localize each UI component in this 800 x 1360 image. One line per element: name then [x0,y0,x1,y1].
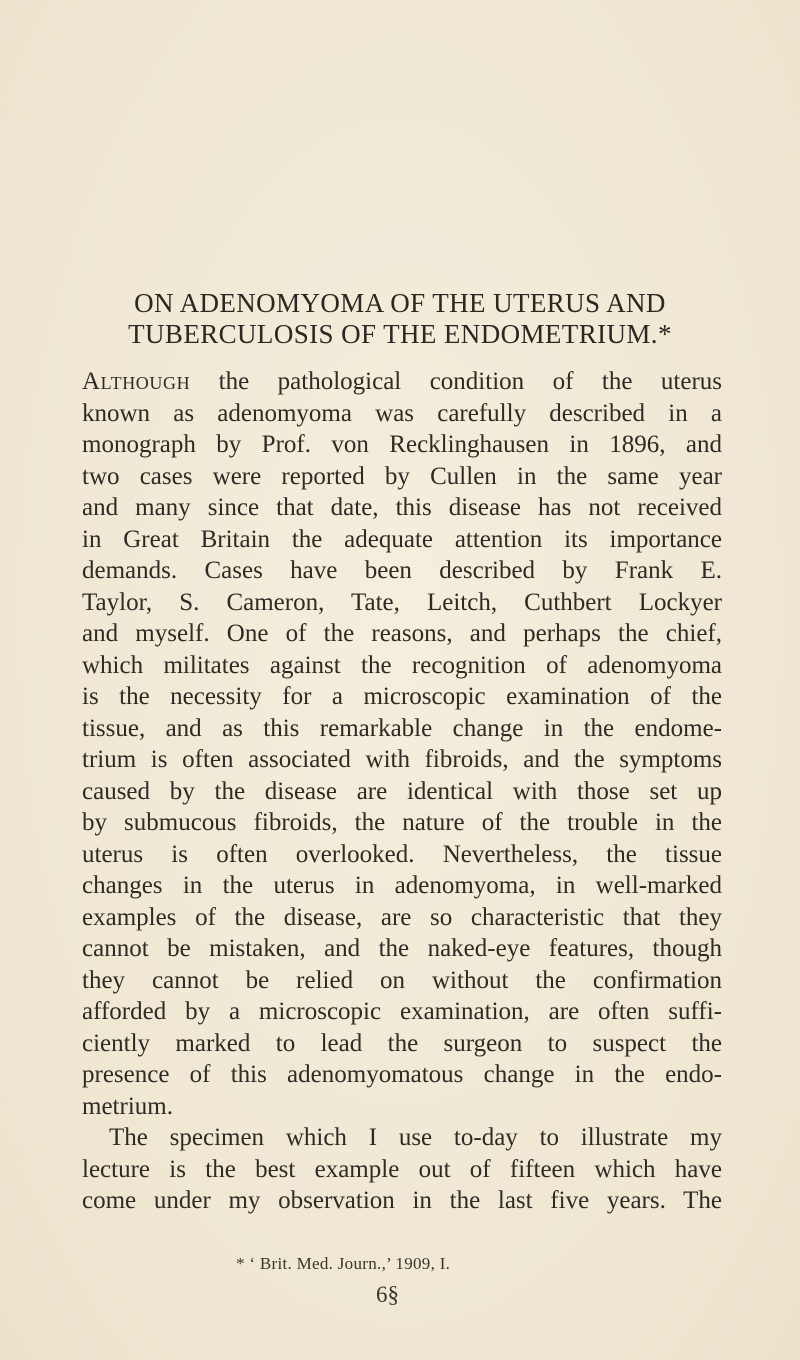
text-line: monograph by Prof. von Recklinghausen in 1896, and [82,431,722,458]
footnote: * ‘ Brit. Med. Journ.,’ 1909, I. [236,1254,451,1273]
text-line: presence of this adenomyomatous change in the endo- [82,1061,722,1088]
text-line: by submucous fibroids, the nature of the trouble in the [82,809,722,836]
text-line: which militates against the recognition of adenomyoma [82,651,722,679]
text-line: come under my observation in the last five years. The [82,1187,722,1214]
text-line: lecture is the best example out of fifteen which have [82,1155,722,1183]
text-line: is the necessity for a microscopic examination of the [82,683,722,710]
text-line: uterus is often overlooked. Nevertheless, the tissue [82,840,722,868]
text-line: Although the pathological condition of the uterus [82,368,722,395]
text-line: they cannot be relied on without the confirmation [82,966,722,994]
text-line: ciently marked to lead the surgeon to suspect the [82,1029,722,1057]
drop-word: Although [82,368,191,395]
text-line: known as adenomyoma was carefully described in a [82,399,722,427]
text-line: trium is often associated with fibroids, and the symptoms [82,746,722,773]
text-line: afforded by a microscopic examination, are often suffi- [82,998,722,1025]
title-line-1: ON ADENOMYOMA OF THE UTERUS AND [134,288,666,318]
text-line: and myself. One of the reasons, and perhaps the chief, [82,620,722,647]
page-title [40,288,760,350]
text-line: in Great Britain the adequate attention its importance [82,525,722,553]
text-line: and many since that date, this disease has not received [82,494,722,521]
text-line: cannot be mistaken, and the naked-eye features, though [82,935,722,962]
text-line: demands. Cases have been described by Frank E. [82,557,722,584]
text-line: Taylor, S. Cameron, Tate, Leitch, Cuthbert Lockyer [82,588,722,616]
body-text [82,366,722,1217]
text-line: caused by the disease are identical with those set up [82,777,722,805]
text-line: metrium. [82,1092,173,1120]
signature-mark: 6§ [376,1282,399,1307]
text-line: two cases were reported by Cullen in the same year [82,462,722,490]
text-line: The specimen which I use to-day to illustrate my [109,1124,722,1151]
text-line: examples of the disease, are so characteristic that they [82,903,722,931]
text-line: tissue, and as this remarkable change in the endome- [82,714,722,742]
text-line: changes in the uterus in adenomyoma, in well-marked [82,872,722,899]
title-line-2: TUBERCULOSIS OF THE ENDOMETRIUM.* [128,319,672,349]
